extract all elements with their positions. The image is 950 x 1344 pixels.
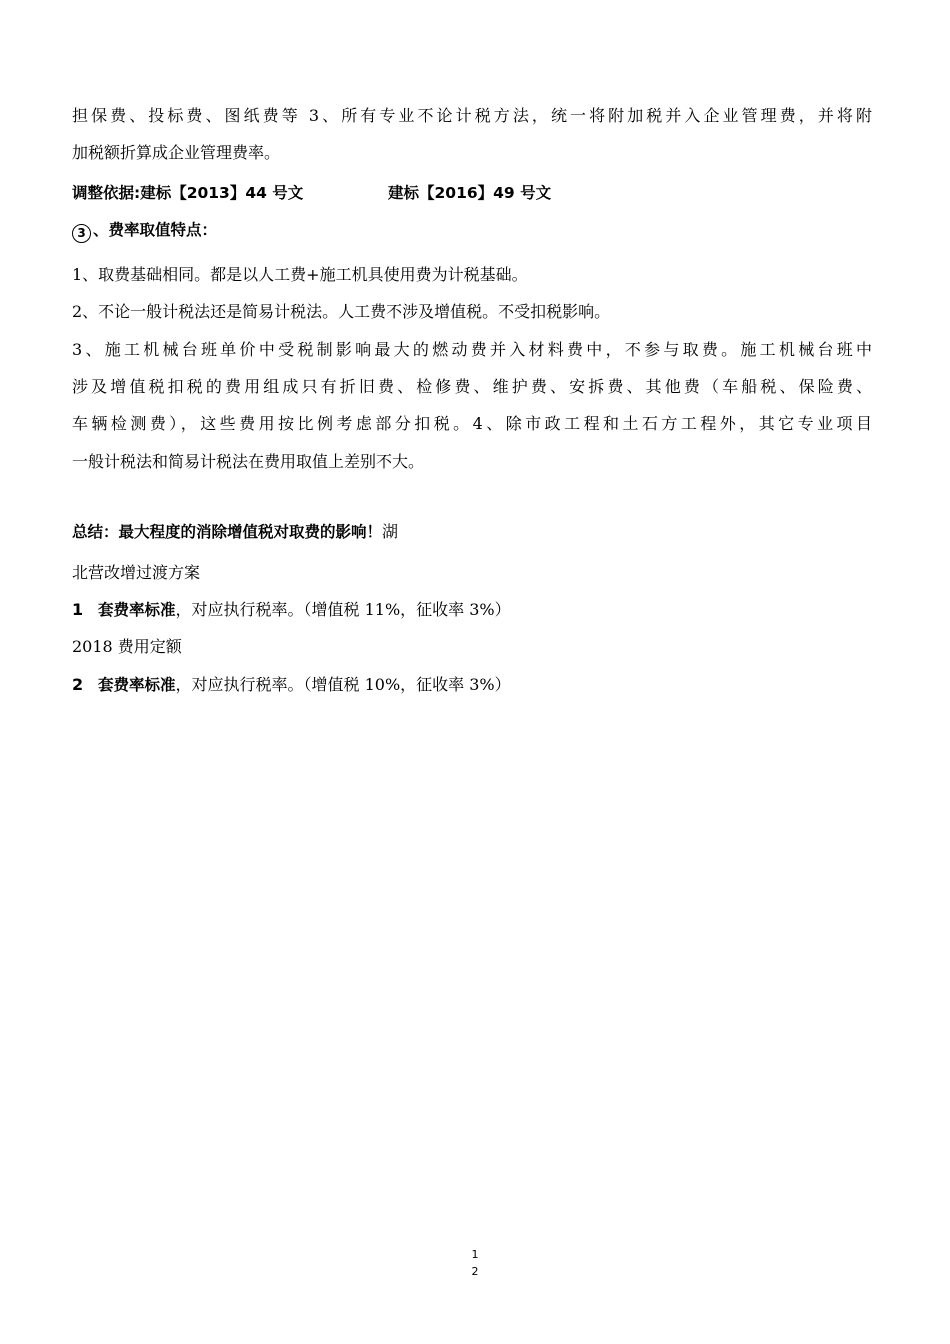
point-3-line-2: 涉及增值税扣税的费用组成只有折旧费、检修费、维护费、安拆费、其他费（车船税、保险费、 — [72, 377, 872, 396]
intro-line-1: 担保费、投标费、图纸费等 3、所有专业不论计税方法，统一将附加税并入企业管理费，并将附 — [72, 106, 872, 125]
point-1: 1、取费基础相同。都是以人工费+施工机具使用费为计税基础。 — [72, 265, 528, 284]
item-2-rest: ，对应执行税率。（增值税 10%，征收率 3%） — [175, 675, 511, 694]
section-heading — [72, 220, 872, 243]
point-3-line-3: 车辆检测费），这些费用按比例考虑部分扣税。4、除市政工程和土石方工程外，其它专业项目 — [72, 414, 872, 433]
circled-number-marker: 3 — [72, 224, 91, 243]
section-heading-text: 、费率取值特点： — [93, 221, 218, 239]
plan-title: 北营改增过渡方案 — [72, 563, 201, 582]
item-2-bold: 套费率标准 — [98, 676, 176, 694]
basis-left: 调整依据:建标【2013】44 号文 — [72, 184, 304, 202]
page-number-line-1: 1 — [471, 1248, 479, 1261]
item-2 — [72, 675, 872, 695]
item-1-number: 1 — [72, 600, 84, 619]
item-1-rest: ，对应执行税率。（增值税 11%，征收率 3%） — [175, 600, 511, 619]
intro-line-2: 加税额折算成企业管理费率。 — [72, 143, 281, 162]
point-3-line-1: 3、施工机械台班单价中受税制影响最大的燃动费并入材料费中，不参与取费。施工机械台班中 — [72, 340, 872, 359]
adjustment-basis — [72, 183, 872, 203]
item-2-number: 2 — [72, 675, 84, 694]
item-1-bold: 套费率标准 — [98, 601, 176, 619]
quota-title: 2018 费用定额 — [72, 637, 182, 656]
point-4-line: 一般计税法和简易计税法在费用取值上差别不大。 — [72, 452, 425, 471]
point-2: 2、不论一般计税法还是简易计税法。人工费不涉及增值税。不受扣税影响。 — [72, 302, 611, 321]
summary-tail: 湖 — [382, 522, 399, 541]
item-1 — [72, 600, 872, 620]
basis-right: 建标【2016】49 号文 — [388, 184, 552, 202]
page-number-line-2: 2 — [471, 1265, 479, 1278]
summary-line — [72, 522, 872, 542]
summary-bold: 总结：最大程度的消除增值税对取费的影响！ — [72, 523, 383, 541]
